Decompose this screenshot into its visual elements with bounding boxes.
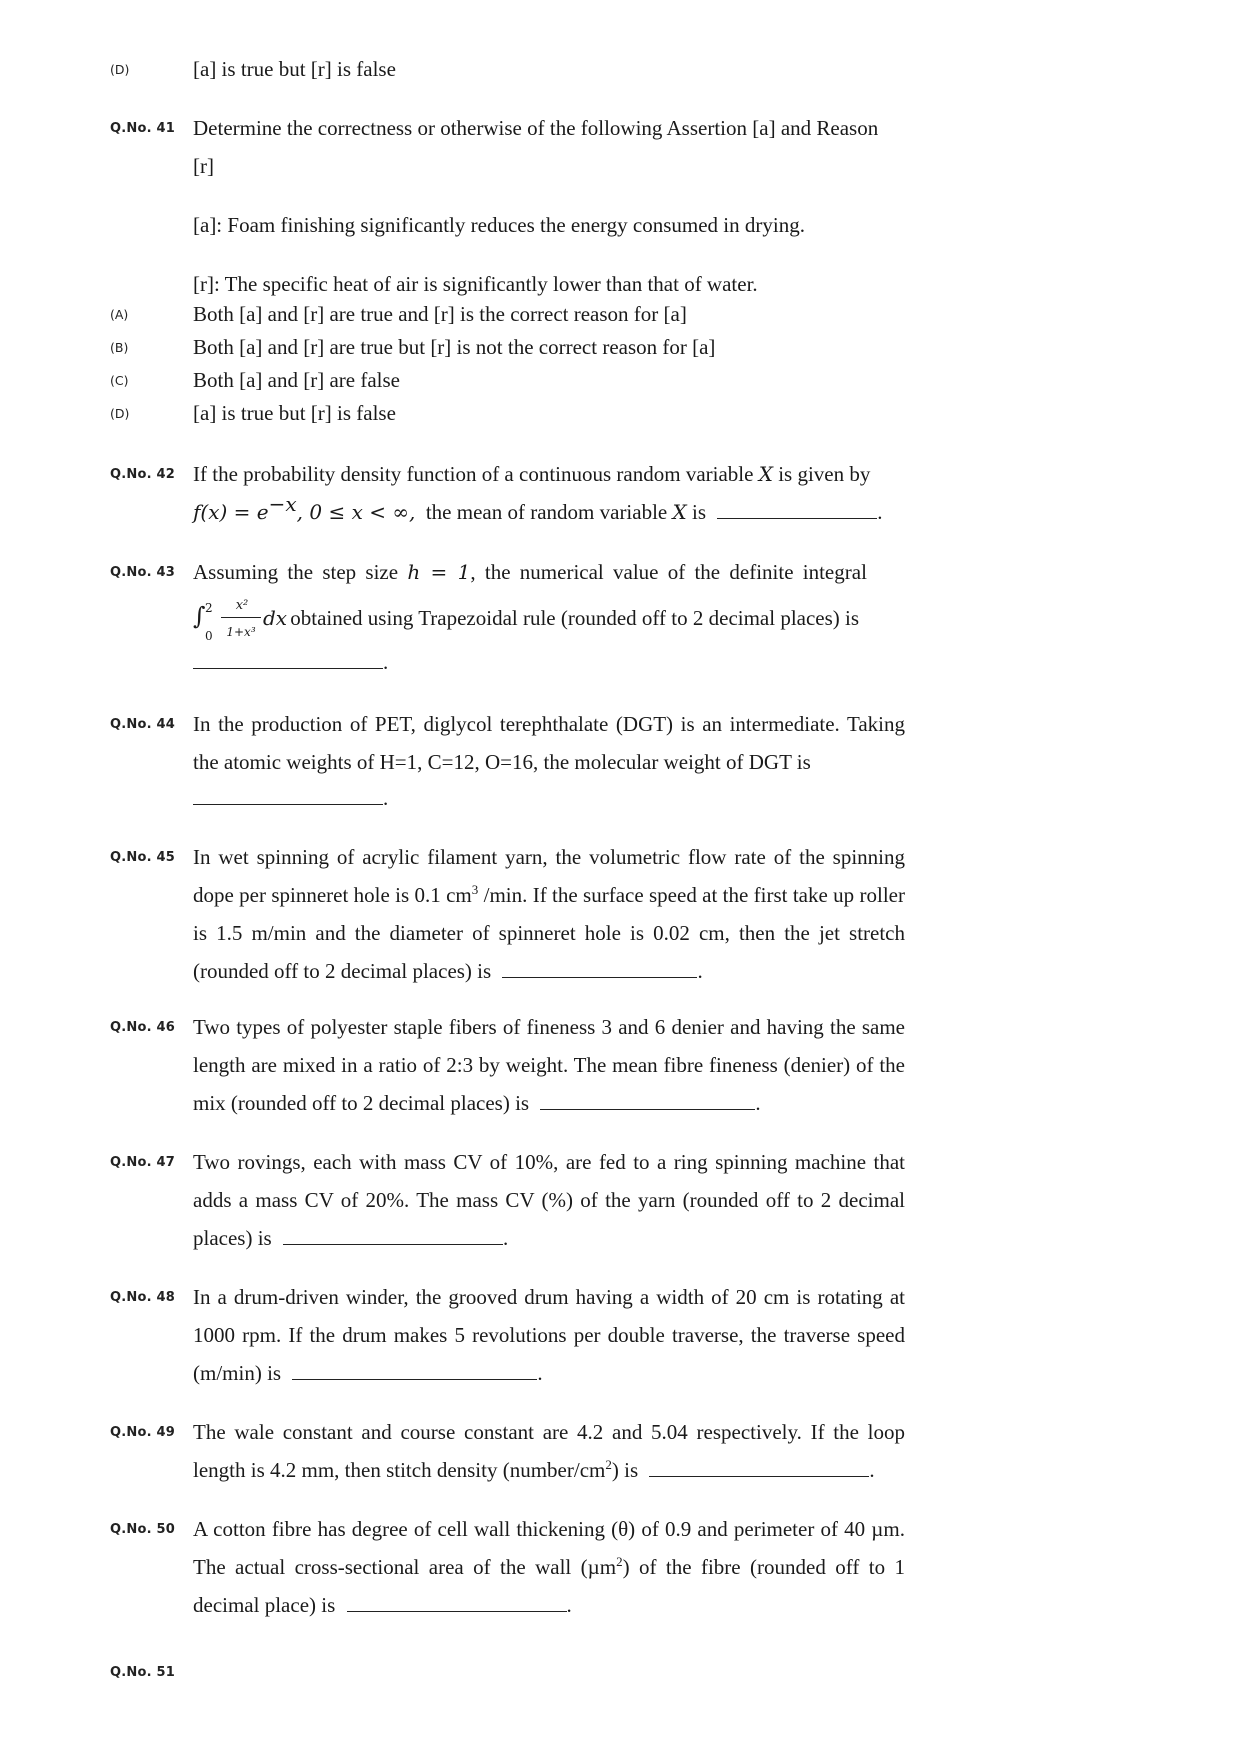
integral-expression <box>193 598 288 643</box>
option-b-text[interactable]: Both [a] and [r] are true but [r] is not the correct reason for [a] <box>193 335 716 359</box>
period: . <box>566 1593 572 1617</box>
fraction-numerator: x² <box>235 598 249 613</box>
question-number: Q.No. 47 <box>110 1155 175 1170</box>
text-segment: Two types of polyester staple fibers of fineness 3 and 6 denier and having the same length are mixed in a ratio of 2:3 by weight. The mean fibre fineness (denier) of the mix (rounded off to 2 decimal places) is <box>193 1015 905 1115</box>
question-number: Q.No. 46 <box>110 1020 175 1035</box>
period: . <box>869 1458 875 1482</box>
text-segment: is given by <box>778 462 871 486</box>
integral-sign-icon: ∫ <box>193 602 206 630</box>
option-b-label: (B) <box>110 340 129 355</box>
period: . <box>755 1091 761 1115</box>
question-text <box>193 1510 905 1624</box>
superscript: 2 <box>616 1554 623 1569</box>
answer-blank[interactable] <box>193 648 383 669</box>
question-number: Q.No. 41 <box>110 121 175 136</box>
assertion-text: [a]: Foam finishing significantly reduces the energy consumed in drying. <box>193 213 805 237</box>
answer-blank[interactable] <box>347 1591 567 1612</box>
period: . <box>383 650 389 674</box>
answer-blank[interactable] <box>717 498 877 519</box>
question-number: Q.No. 51 <box>110 1665 175 1680</box>
text-segment: , the numerical value of the definite integral <box>470 560 867 584</box>
text-segment: In wet spinning of acrylic filament yarn, the volumetric flow rate of the spinning dope per spinneret hole is 0.1 cm <box>193 845 905 907</box>
question-number: Q.No. 43 <box>110 565 175 580</box>
question-text <box>193 1278 905 1392</box>
text-segment: ) of the fibre (rounded off to 1 decimal place) is <box>193 1555 905 1617</box>
period: . <box>537 1361 543 1385</box>
integral-upper-limit: 2 <box>205 601 213 615</box>
option-a-label: (A) <box>110 307 129 322</box>
text-segment: Two rovings, each with mass CV of 10%, are fed to a ring spinning machine that adds a mass CV of 20%. The mass CV (%) of the yarn (rounded off to 2 decimal places) is <box>193 1150 905 1250</box>
question-text <box>193 1008 905 1122</box>
formula-range: , 0 ≤ x < ∞, <box>296 500 416 524</box>
superscript: 3 <box>471 882 479 897</box>
reason-text: [r]: The specific heat of air is significantly lower than that of water. <box>193 272 758 296</box>
option-d-text[interactable]: [a] is true but [r] is false <box>193 401 396 425</box>
text-segment: is <box>692 500 707 524</box>
question-text-line <box>193 598 859 642</box>
question-number: Q.No. 45 <box>110 850 175 865</box>
question-text <box>193 838 905 990</box>
text-segment: ) is <box>611 1458 639 1482</box>
option-text: [a] is true but [r] is false <box>193 57 396 81</box>
period: . <box>502 1226 509 1250</box>
question-text <box>193 1413 905 1489</box>
text-segment: obtained using Trapezoidal rule (rounded off to 2 decimal places) is <box>290 605 860 630</box>
text-segment: A cotton fibre has degree of cell wall thickening (θ) of 0.9 and perimeter of 40 µm. The actual cross-sectional area of the wall (µm <box>193 1517 905 1579</box>
superscript: 2 <box>605 1457 612 1472</box>
pdf-formula: f(x) = e <box>193 500 269 524</box>
period: . <box>383 786 389 810</box>
text-segment: /min. If the surface speed at the first take up roller is 1.5 m/min and the diameter of spinneret hole is 0.02 cm, then the jet stretch (rounded off to 2 decimal places) is <box>193 883 905 983</box>
question-text <box>193 1143 905 1257</box>
integral-lower-limit: 0 <box>205 629 213 643</box>
text-segment: If the probability density function of a continuous random variable <box>193 462 754 486</box>
period: . <box>697 959 703 983</box>
option-d-label: (D) <box>110 406 130 421</box>
answer-blank[interactable] <box>193 784 383 805</box>
question-number: Q.No. 48 <box>110 1290 175 1305</box>
text-segment: the mean of random variable <box>425 500 668 524</box>
option-a-text[interactable]: Both [a] and [r] are true and [r] is the correct reason for [a] <box>193 302 687 326</box>
formula-exponent: −x <box>268 492 297 516</box>
question-text-line <box>193 460 870 488</box>
option-label: (D) <box>110 62 130 77</box>
answer-line <box>193 648 388 676</box>
differential: dx <box>263 606 288 630</box>
question-text-line: Determine the correctness or otherwise of the following Assertion [a] and Reason <box>193 116 879 140</box>
question-number: Q.No. 44 <box>110 717 175 732</box>
text-segment: The wale constant and course constant are 4.2 and 5.04 respectively. If the loop length is 4.2 mm, then stitch density (number/cm <box>193 1420 905 1482</box>
step-size-expr: h = 1 <box>407 560 471 584</box>
text-segment: Assuming the step size <box>193 560 399 584</box>
option-c-text[interactable]: Both [a] and [r] are false <box>193 368 400 392</box>
question-number: Q.No. 50 <box>110 1522 175 1537</box>
question-text-line <box>193 558 867 586</box>
question-text: In the production of PET, diglycol terephthalate (DGT) is an intermediate. Taking the atomic weights of H=1, C=12, O=16, the molecular weight of DGT is <box>193 712 905 774</box>
answer-line <box>193 784 388 812</box>
fraction-denominator: 1+x³ <box>226 625 256 639</box>
question-number: Q.No. 42 <box>110 467 175 482</box>
option-c-label: (C) <box>110 373 129 388</box>
answer-blank[interactable] <box>502 957 697 978</box>
answer-blank[interactable] <box>283 1224 503 1245</box>
period: . <box>877 500 883 524</box>
question-text-line: [r] <box>193 154 214 178</box>
variable-x: X <box>758 462 773 486</box>
answer-blank[interactable] <box>540 1089 755 1110</box>
question-number: Q.No. 49 <box>110 1425 175 1440</box>
answer-blank[interactable] <box>292 1359 537 1380</box>
question-text-line <box>193 492 883 526</box>
variable-x: X <box>672 500 687 524</box>
answer-blank[interactable] <box>649 1456 869 1477</box>
text-segment: In a drum-driven winder, the grooved drum having a width of 20 cm is rotating at 1000 rpm. If the drum makes 5 revolutions per double traverse, the traverse speed (m/min) is <box>193 1285 905 1385</box>
